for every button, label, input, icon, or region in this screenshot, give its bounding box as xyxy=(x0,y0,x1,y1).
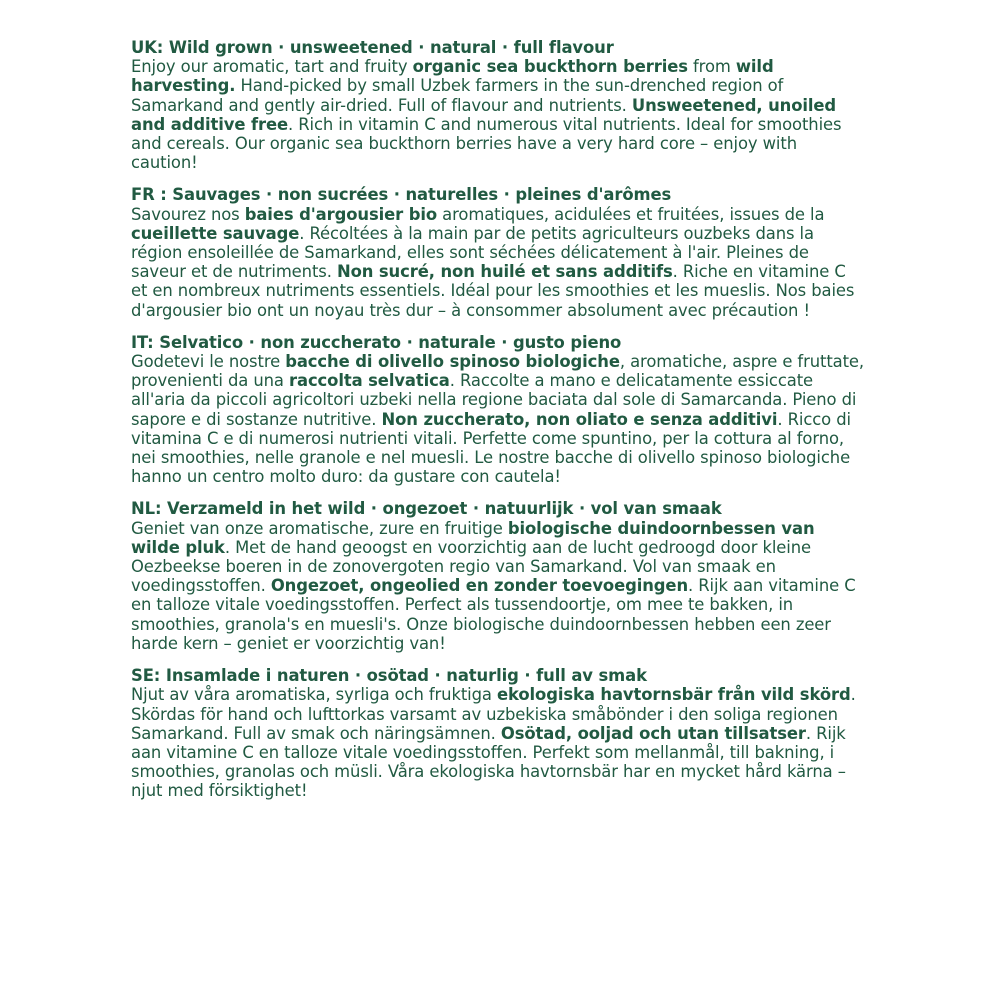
body-text: . Raccolte a mano e delicatamente essiccate all'aria da piccoli agricoltori uzbeki nella regione baciata dal sole di Samarcanda. Pieno di sapore e di sostanze nutritive. xyxy=(131,371,857,429)
body-text: . Skördas för hand och lufttorkas varsamt av uzbekiska småbönder i den soliga regionen Samarkand. Full av smak och näringsämnen. xyxy=(131,685,856,743)
body-text: . Met de hand geoogst en voorzichtig aan de lucht gedroogd door kleine Oezbeekse boeren in de zonovergoten regio van Samarkand. Vol van smaak en voedingsstoffen. xyxy=(131,537,812,596)
body-text: . Ricco di vitamina C e di numerosi nutrienti vitali. Perfette come spuntino, per la cottura al forno, nei smoothies, nelle granole e nel muesli. Le nostre bacche di olivello spinoso biologiche hanno un centro molto duro: da gustare con cautela! xyxy=(131,409,851,487)
body-text: Godetevi le nostre xyxy=(131,352,286,372)
section-title: UK: Wild grown · unsweetened · natural · full flavour xyxy=(131,38,614,57)
body-text: Hand-picked by small Uzbek farmers in the sun-drenched region of Samarkand and gently air-dried. Full of flavour and nutrients. xyxy=(131,76,784,115)
body-text-bold: Non sucré, non huilé et sans additifs xyxy=(336,262,673,282)
section-title: NL: Verzameld in het wild · ongezoet · natuurlijk · vol van smaak xyxy=(131,499,722,519)
body-text-bold: raccolta selvatica xyxy=(289,371,450,391)
body-text-bold: cueillette sauvage xyxy=(131,223,300,243)
section-body xyxy=(131,57,866,172)
body-text: . Rijk aan vitamine C en talloze vitale voedingsstoffen. Perfekt som mellanmål, till bakning, i smoothies, granolas och müsli. Våra ekologiska havtornsbär har en mycket hård kärna – njut med försiktighet! xyxy=(131,723,846,801)
section-nl xyxy=(131,499,866,653)
section-title: FR : Sauvages · non sucrées · naturelles · pleines d'arômes xyxy=(131,185,672,205)
body-text: Enjoy our aromatic, tart and fruity xyxy=(131,57,413,77)
body-text: Savourez nos xyxy=(131,204,245,224)
section-title: SE: Insamlade i naturen · osötad · naturlig · full av smak xyxy=(131,666,647,686)
body-text: Geniet van onze aromatische, zure en fruitige xyxy=(131,518,508,538)
body-text-bold: biologische duindoornbessen van wilde pluk xyxy=(131,518,815,557)
body-text-bold: wild harvesting. xyxy=(131,57,774,96)
section-body xyxy=(131,685,866,800)
section-title: IT: Selvatico · non zuccherato · naturale · gusto pieno xyxy=(131,332,622,352)
body-text-bold: ekologiska havtornsbär från vild skörd xyxy=(497,685,851,705)
body-text: , aromatiche, aspre e fruttate, provenienti da una xyxy=(131,352,865,391)
body-text-bold: bacche di olivello spinoso biologiche xyxy=(285,352,620,372)
body-text: from xyxy=(687,57,736,77)
section-body xyxy=(131,205,866,320)
body-text: aromatiques, acidulées et fruitées, issues de la xyxy=(437,204,825,224)
body-text-bold: organic sea buckthorn berries xyxy=(412,57,688,77)
section-body xyxy=(131,519,866,653)
body-text-bold: baies d'argousier bio xyxy=(244,204,438,224)
product-description-text xyxy=(131,38,866,814)
section-fr xyxy=(131,185,866,319)
body-text: . Rijk aan vitamine C en talloze vitale voedingsstoffen. Perfect als tussendoortje, om mee te bakken, in smoothies, granola's en muesli's. Onze biologische duindoornbessen hebben een zeer harde kern – geniet er voorzichtig van! xyxy=(131,576,856,653)
section-uk xyxy=(131,38,866,172)
body-text-bold: Non zuccherato, non oliato e senza additivi xyxy=(381,409,778,429)
body-text: Njut av våra aromatiska, syrliga och fruktiga xyxy=(131,685,497,705)
section-it xyxy=(131,333,866,487)
body-text-bold: Ongezoet, ongeolied en zonder toevoegingen xyxy=(270,576,689,596)
body-text: . Riche en vitamine C et en nombreux nutriments essentiels. Idéal pour les smoothies et les mueslis. Nos baies d'argousier bio ont un noyau très dur – à consommer absolument avec précaution ! xyxy=(131,262,855,320)
body-text-bold: Unsweetened, unoiled and additive free xyxy=(131,95,837,134)
body-text: . Récoltées à la main par de petits agriculteurs ouzbeks dans la région ensoleillée de Samarkand, elles sont séchées délicatement à l'air. Pleines de saveur et de nutriments. xyxy=(131,223,814,282)
section-se xyxy=(131,666,866,800)
body-text: . Rich in vitamin C and numerous vital nutrients. Ideal for smoothies and cereals. Our organic sea buckthorn berries have a very hard core – enjoy with caution! xyxy=(131,114,842,173)
section-body xyxy=(131,352,866,486)
body-text-bold: Osötad, ooljad och utan tillsatser xyxy=(500,723,806,743)
